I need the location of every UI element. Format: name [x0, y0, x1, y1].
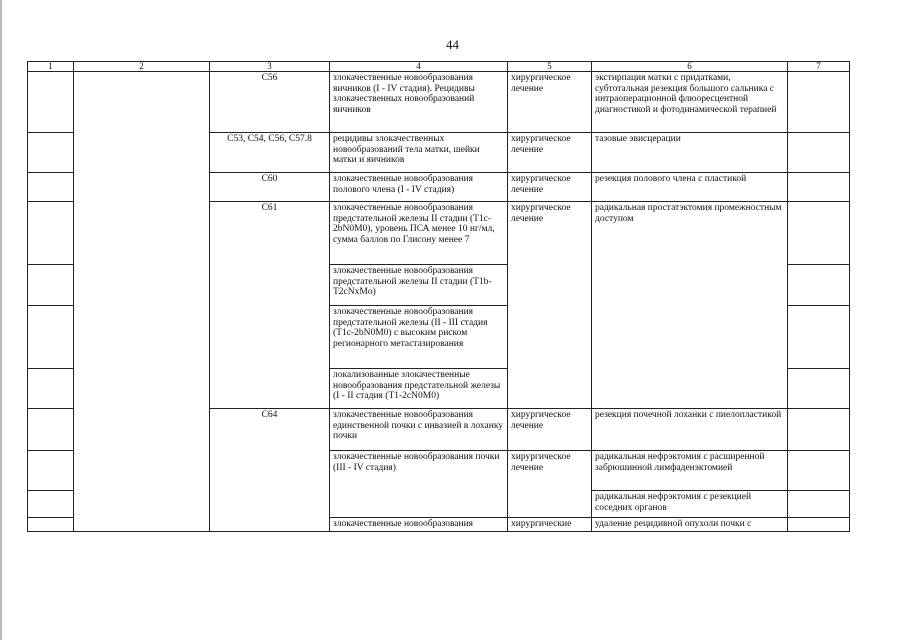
- row-number-cell: [28, 306, 74, 369]
- norm-cell: [788, 72, 850, 133]
- row-number-cell: [28, 369, 74, 409]
- diagnosis-cell: злокачественные новообразования единственной почки с инвазией в лоханку почки: [330, 409, 508, 451]
- header-col-4: 4: [330, 62, 508, 72]
- treatment-type-cell: хирургическое лечение: [508, 451, 592, 518]
- row-number-cell: [28, 265, 74, 306]
- page-number: 44: [446, 37, 459, 52]
- method-cell: экстирпация матки с придатками, субтотальная резекция большого сальника с интраоперационной флюоресцентной диагностикой и фотодинамической терапией: [592, 72, 788, 133]
- method-cell: радикальная нефрэктомия с расширенной забрюшинной лимфаденэктомией: [592, 451, 788, 491]
- diagnosis-cell: злокачественные новообразования полового члена (I - IV стадия): [330, 173, 508, 202]
- header-row: [28, 62, 850, 72]
- header-col-2: 2: [74, 62, 210, 72]
- diagnosis-cell: злокачественные новообразования яичников (I - IV стадия). Рецидивы злокачественных новообразований яичников: [330, 72, 508, 133]
- method-cell: радикальная простатэктомия промежностным доступом: [592, 202, 788, 409]
- norm-cell: [788, 369, 850, 409]
- method-cell: тазовые эвисцерации: [592, 133, 788, 173]
- norm-cell: [788, 202, 850, 265]
- method-cell: удаление рецидивной опухоли почки с: [592, 518, 788, 532]
- row-number-cell: [28, 173, 74, 202]
- row-number-cell: [28, 133, 74, 173]
- icd-code: C60: [210, 173, 330, 202]
- row-number-cell: [28, 518, 74, 532]
- norm-cell: [788, 173, 850, 202]
- diagnosis-cell: локализованные злокачественные новообразования предстательной железы (I - II стадия (T1-2cN0M0): [330, 369, 508, 409]
- norm-cell: [788, 306, 850, 369]
- diagnosis-cell: рецидивы злокачественных новообразований тела матки, шейки матки и яичников: [330, 133, 508, 173]
- treatment-type-cell: хирургическое лечение: [508, 409, 592, 451]
- diagnosis-cell: злокачественные новообразования предстательной железы II стадии (T1c-2bN0M0), уровень ПСА менее 10 нг/мл, сумма баллов по Глисону менее 7: [330, 202, 508, 265]
- treatment-type-cell: хирургическое лечение: [508, 133, 592, 173]
- row-number-cell: [28, 202, 74, 265]
- icd-code: C56: [210, 72, 330, 133]
- method-cell: радикальная нефрэктомия с резекцией соседних органов: [592, 491, 788, 518]
- method-cell: резекция полового члена с пластикой: [592, 173, 788, 202]
- header-col-6: 6: [592, 62, 788, 72]
- norm-cell: [788, 451, 850, 491]
- header-col-1: 1: [28, 62, 74, 72]
- method-cell: резекция почечной лоханки с пиелопластикой: [592, 409, 788, 451]
- row-number-cell: [28, 451, 74, 491]
- treatment-type-cell: хирургическое лечение: [508, 173, 592, 202]
- diagnosis-cell: злокачественные новообразования предстательной железы (II - III стадия (T1c-2bN0M0) с высоким риском регионарного метастазирования: [330, 306, 508, 369]
- group-name-cell: [74, 72, 210, 532]
- diagnosis-cell: злокачественные новообразования почки (III - IV стадия): [330, 451, 508, 518]
- icd-code: C53, C54, C56, C57.8: [210, 133, 330, 173]
- header-col-5: 5: [508, 62, 592, 72]
- treatment-type-cell: хирургическое лечение: [508, 72, 592, 133]
- row-number-cell: [28, 491, 74, 518]
- scan-edge: [0, 0, 2, 640]
- norm-cell: [788, 133, 850, 173]
- diagnosis-cell: злокачественные новообразования: [330, 518, 508, 532]
- header-col-3: 3: [210, 62, 330, 72]
- diagnosis-cell: злокачественные новообразования предстательной железы II стадии (T1b-T2cNxMo): [330, 265, 508, 306]
- treatment-type-cell: хирургическое лечение: [508, 202, 592, 409]
- row-number-cell: [28, 409, 74, 451]
- norm-cell: [788, 491, 850, 518]
- treatment-type-cell: хирургические: [508, 518, 592, 532]
- norm-cell: [788, 265, 850, 306]
- services-table: [27, 61, 850, 532]
- icd-code: C61: [210, 202, 330, 409]
- row-number-cell: [28, 72, 74, 133]
- table-row: [28, 72, 850, 133]
- icd-code: C64: [210, 409, 330, 532]
- header-col-7: 7: [788, 62, 850, 72]
- norm-cell: [788, 518, 850, 532]
- norm-cell: [788, 409, 850, 451]
